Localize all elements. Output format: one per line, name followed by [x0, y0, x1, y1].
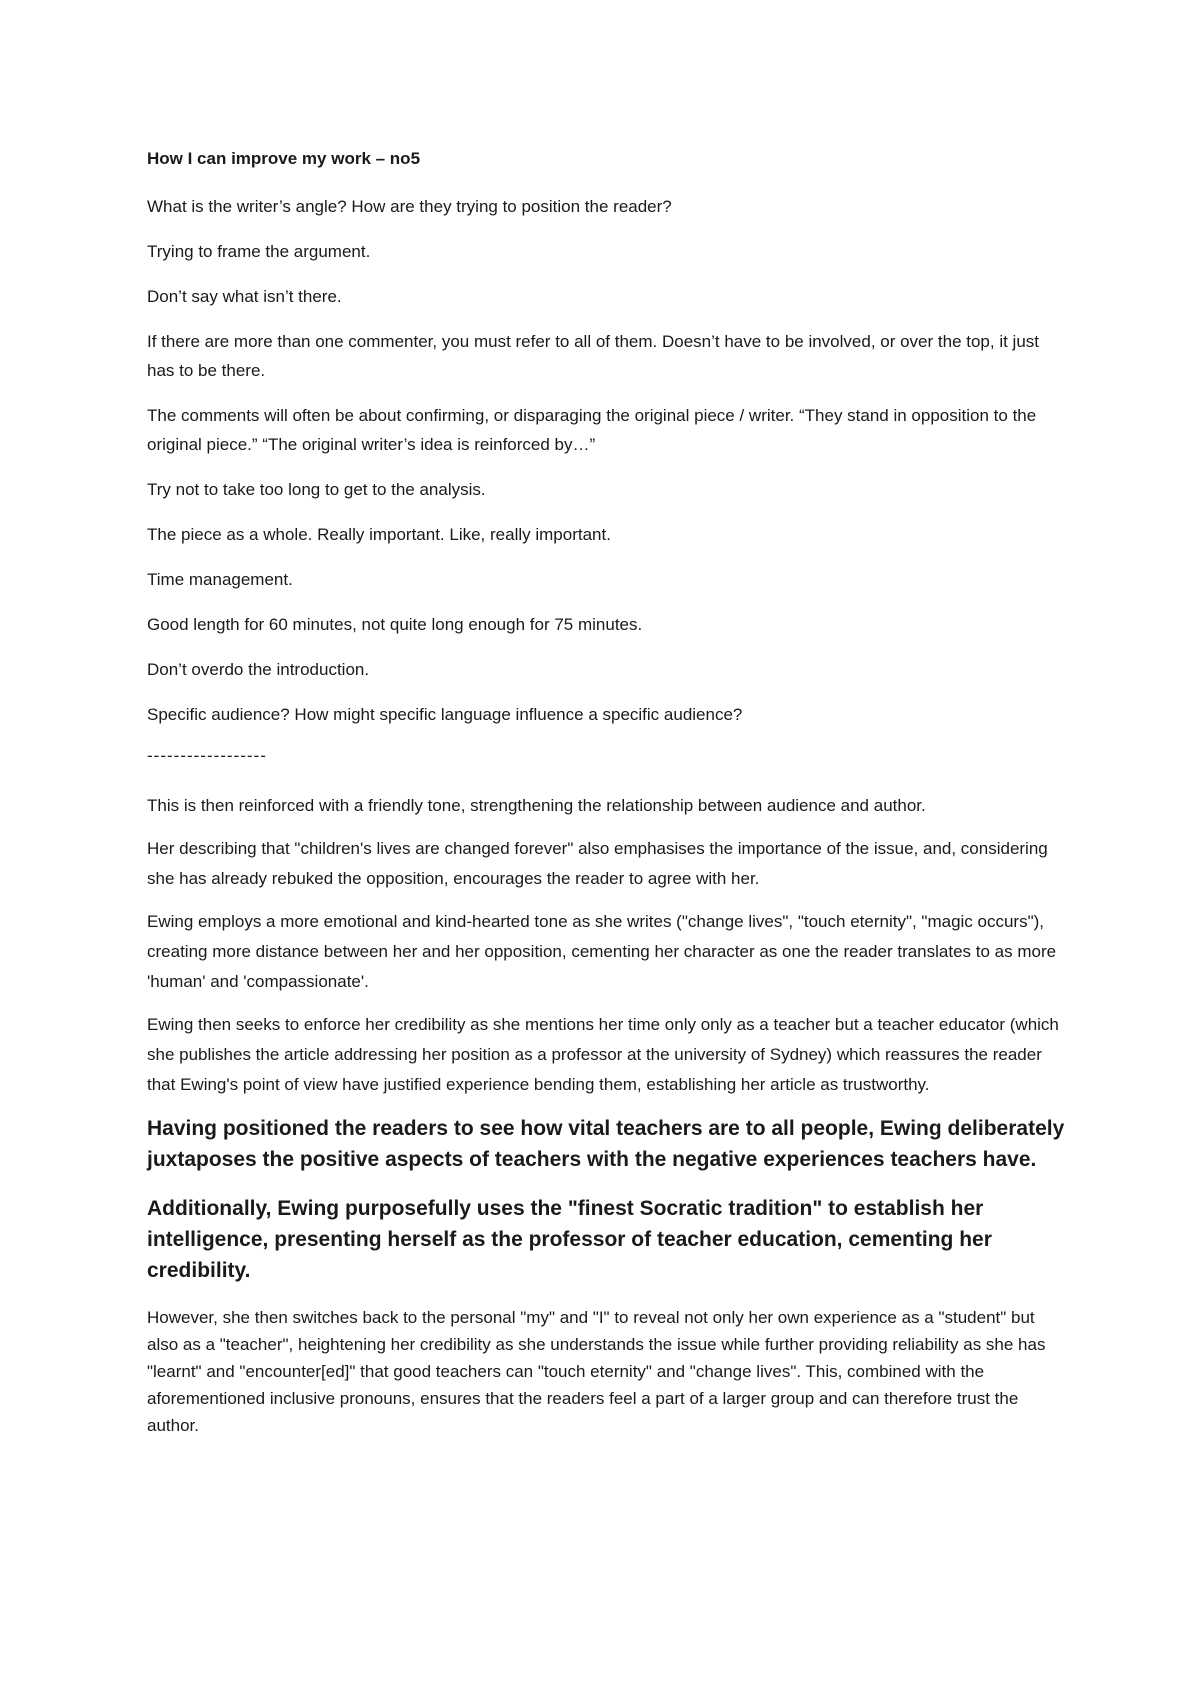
essay-paragraph: Her describing that "children's lives are changed forever" also emphasises the importance of the issue, and, considering she has already rebuked the opposition, encourages the reader to agree with her. [147, 839, 1048, 888]
note-item: Good length for 60 minutes, not quite long enough for 75 minutes. [147, 615, 643, 634]
essay-paragraph: This is then reinforced with a friendly tone, strengthening the relationship between audience and author. [147, 796, 926, 815]
section-separator: ------------------ [147, 746, 267, 765]
note-item: Specific audience? How might specific language influence a specific audience? [147, 705, 743, 724]
closing-paragraph: However, she then switches back to the personal "my" and "I" to reveal not only her own experience as a "student" but also as a "teacher", heightening her credibility as she understands the issue while further providing reliability as she has "learnt" and "encounter[ed]" that good teachers can "touch eternity" and "change lives". This, combined with the aforementioned inclusive pronouns, ensures that the readers feel a part of a larger group and can therefore trust the author. [147, 1308, 1046, 1435]
note-item: The piece as a whole. Really important. Like, really important. [147, 525, 611, 544]
note-item: Time management. [147, 570, 293, 589]
document-page [147, 148, 1067, 1439]
note-item: If there are more than one commenter, you must refer to all of them. Doesn’t have to be involved, or over the top, it just has to be there. [147, 332, 1040, 380]
essay-paragraph: Ewing employs a more emotional and kind-hearted tone as she writes ("change lives", "touch eternity", "magic occurs"), creating more distance between her and her opposition, cementing her character as one the reader translates to as more 'human' and 'compassionate'. [147, 912, 1057, 991]
note-item: The comments will often be about confirming, or disparaging the original piece / writer. “They stand in opposition to the original piece.” “The original writer’s idea is reinforced by…” [147, 406, 1037, 454]
note-item: Don’t say what isn’t there. [147, 287, 342, 306]
note-item: Trying to frame the argument. [147, 242, 371, 261]
note-item: Try not to take too long to get to the analysis. [147, 480, 486, 499]
note-item: Don’t overdo the introduction. [147, 660, 370, 679]
bold-paragraph: Additionally, Ewing purposefully uses the "finest Socratic tradition" to establish her intelligence, presenting herself as the professor of teacher education, cementing her credibility. [147, 1197, 992, 1282]
note-item: What is the writer’s angle? How are they trying to position the reader? [147, 197, 672, 216]
essay-paragraph: Ewing then seeks to enforce her credibility as she mentions her time only only as a teacher but a teacher educator (which she publishes the article addressing her position as a professor at the university of Sydney) which reassures the reader that Ewing's point of view have justified experience bending them, establishing her article as trustworthy. [147, 1015, 1059, 1094]
bold-paragraph: Having positioned the readers to see how vital teachers are to all people, Ewing deliberately juxtaposes the positive aspects of teachers with the negative experiences teachers have. [147, 1117, 1065, 1171]
document-title: How I can improve my work – no5 [147, 149, 421, 168]
